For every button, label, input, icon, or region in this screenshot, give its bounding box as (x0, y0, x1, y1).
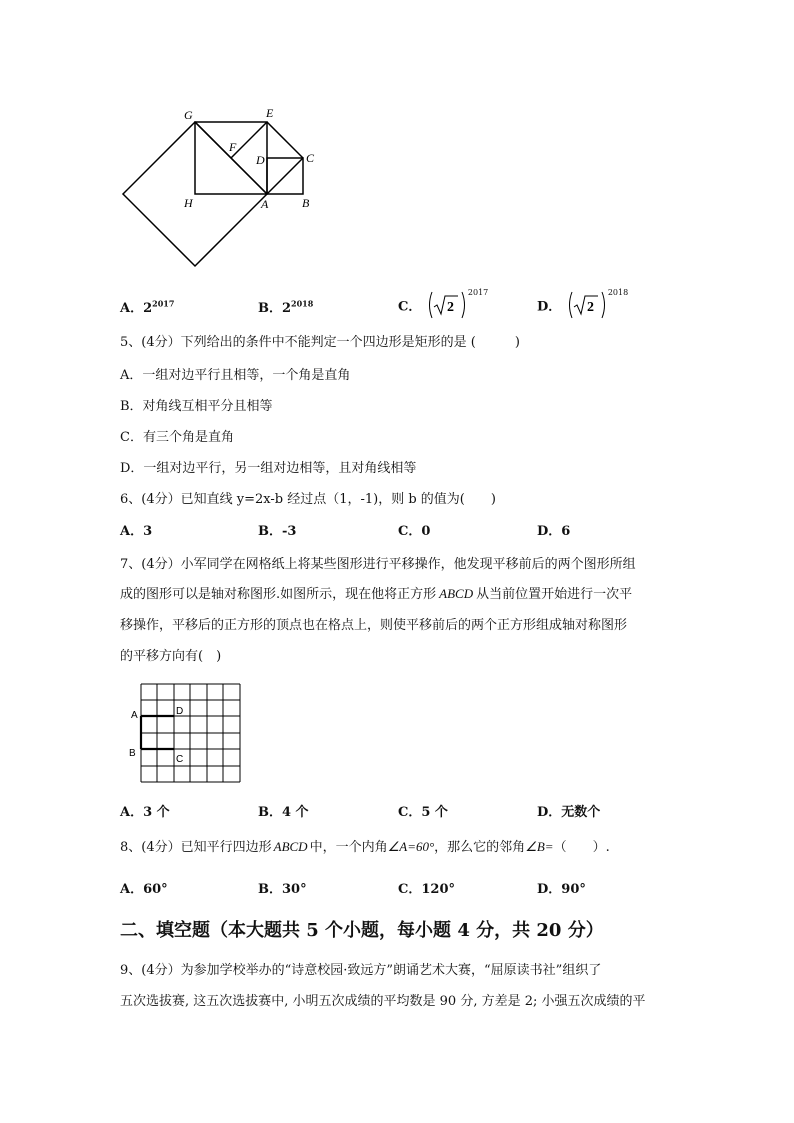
q4-option-a: A．$2^{2017}$ (120, 298, 175, 316)
section-title: 二、填空题（本大题共 5 个小题，每小题 4 分，共 20 分） (120, 920, 604, 941)
q7-line3: 移操作，平移后的正方形的顶点也在格点上，则使平移前后的两个正方形组成轴对称图形 (120, 618, 628, 633)
label-b: B (302, 196, 310, 210)
label-d: D (256, 153, 265, 167)
sqrt-paren-d (566, 290, 608, 320)
q4-option-c: C． 2 $^{2017}$ (398, 290, 488, 320)
grid-label-b: B (129, 748, 136, 759)
sqrt-paren-c (426, 290, 468, 320)
q8-stem: 8、(4分）已知平行四边形 ABCD 中，一个内角∠A=60°，那么它的邻角∠B=（ ）. (120, 839, 610, 855)
grid-label-d: D (176, 706, 184, 717)
q7-option-b: B．4 个 (258, 805, 309, 820)
svg-text:2: 2 (586, 300, 594, 315)
svg-text:2: 2 (446, 300, 454, 315)
label-c: C (306, 151, 315, 165)
q5-option-d: D．一组对边平行，另一组对边相等，且对角线相等 (120, 461, 417, 476)
label-g: G (184, 108, 193, 122)
q8-option-d: D．90° (537, 882, 586, 897)
label-h: H (184, 196, 193, 210)
geometry-figure (110, 100, 340, 275)
q7-line4: 的平移方向有( ) (120, 649, 222, 664)
q6-stem: 6、(4分）已知直线 y=2x-b 经过点（1，-1)，则 b 的值为( ) (120, 492, 496, 507)
grid-label-a: A (131, 710, 138, 721)
q8-option-c: C．120° (398, 882, 455, 897)
q7-line1: 7、(4分）小军同学在网格纸上将某些图形进行平移操作，他发现平移前后的两个图形所组 (120, 557, 636, 572)
grid-label-c: C (176, 754, 184, 765)
q9-line2: 五次选拔赛, 这五次选拔赛中, 小明五次成绩的平均数是 90 分, 方差是 2; 小强五次成绩的平 (120, 994, 646, 1009)
q7-option-a: A．3 个 (120, 805, 170, 820)
q4-option-b: B．$2^{2018}$ (258, 298, 314, 316)
q6-option-d: D．6 (537, 524, 571, 539)
q5-option-a: A．一组对边平行且相等，一个角是直角 (120, 368, 351, 383)
q4-option-d: D． 2 $^{2018}$ (537, 290, 628, 320)
label-a: A (261, 197, 269, 211)
q6-option-a: A．3 (120, 524, 153, 539)
q7-option-c: C．5 个 (398, 805, 448, 820)
q8-option-a: A．60° (120, 882, 168, 897)
q5-option-b: B．对角线互相平分且相等 (120, 399, 273, 414)
q6-option-b: B．-3 (258, 524, 297, 539)
label-f: F (229, 140, 237, 154)
label-e: E (266, 106, 274, 120)
q6-option-c: C．0 (398, 524, 431, 539)
q9-line1: 9、(4分）为参加学校举办的“诗意校园·致远方”朗诵艺术大赛，“屈原读书社”组织了 (120, 963, 602, 978)
grid-figure (125, 680, 245, 785)
q7-line2: 成的图形可以是轴对称图形.如图所示，现在他将正方形 ABCD 从当前位置开始进行一次平 (120, 586, 633, 602)
diagonal-ac (267, 158, 303, 194)
segment-ec (267, 122, 303, 158)
q8-option-b: B．30° (258, 882, 307, 897)
q5-stem: 5、(4分）下列给出的条件中不能判定一个四边形是矩形的是 ( ) (120, 335, 520, 350)
q5-option-c: C．有三个角是直角 (120, 430, 234, 445)
q7-option-d: D．无数个 (537, 805, 601, 820)
